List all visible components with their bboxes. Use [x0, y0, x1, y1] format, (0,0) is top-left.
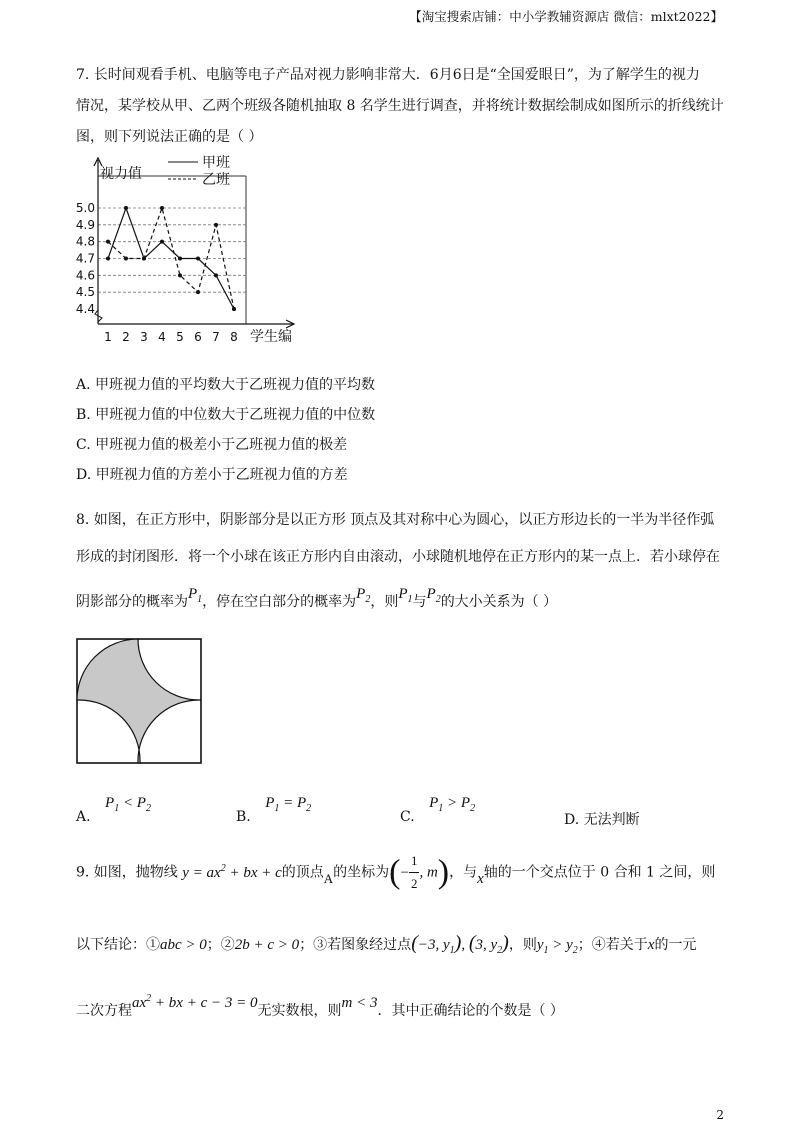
data-point	[106, 240, 110, 244]
page-header: 【淘宝搜索店铺：中小学教辅资源店 微信：mlxt2022】	[409, 9, 723, 24]
x-tick-label: 8	[230, 330, 238, 344]
data-point	[160, 206, 164, 210]
q9-text: ；④若关于	[577, 937, 648, 953]
q8-line-1: 8. 如图，在正方形中，阴影部分是以正方形 顶点及其对称中心为圆心，以正方形边长的一半为半径作弧	[76, 512, 715, 528]
math-equation: $ax^2$ + bx + c − 3 = 0	[132, 993, 258, 1011]
q8-option-a	[76, 795, 151, 825]
y-tick-label: 5.0	[76, 201, 95, 215]
math-p1-lt-p2: $P_1 < P_2$	[105, 795, 151, 814]
q9-text: 无实数根，则	[257, 1003, 342, 1019]
data-point	[124, 206, 128, 210]
data-point	[106, 257, 110, 261]
y-axis-label: 视力值	[100, 166, 142, 182]
math-p2: $P_2$	[356, 586, 371, 605]
x-tick-label: 7	[212, 330, 220, 344]
math-p1-gt-p2: $P_1 > P_2$	[429, 795, 476, 814]
math-parabola: $y = ax^2$ + bx + c	[182, 862, 282, 881]
q7-option-c: C. 甲班视力值的极差小于乙班视力值的极差	[76, 437, 348, 453]
q9-text: 轴的一个交点位于 0 合和 1 之间，则	[483, 864, 716, 881]
data-point	[178, 273, 182, 277]
data-point	[232, 307, 236, 311]
math-vertex: (− $\frac{1}{2}$ , m)	[389, 850, 449, 895]
q8-option-d: D. 无法判断	[564, 812, 640, 828]
y-tick-label: 4.5	[76, 285, 95, 300]
q8-text: 阴影部分的概率为	[76, 594, 188, 610]
question-7-stem	[76, 60, 736, 153]
q9-text: 的坐标为	[333, 864, 390, 881]
q8-option-c	[400, 795, 476, 825]
q9-text: ；③若图象经过点	[299, 937, 412, 953]
x-axis-label: 学生编	[250, 329, 292, 345]
page-number: 2	[716, 1108, 724, 1122]
question-8-stem	[76, 502, 736, 626]
q8-option-b	[236, 795, 312, 825]
legend-label: 乙班	[202, 172, 230, 188]
math-point-a: A	[323, 870, 334, 886]
x-tick-label: 6	[194, 330, 202, 344]
data-point	[124, 257, 128, 261]
math-x: x	[477, 870, 484, 887]
x-tick-label: 2	[122, 330, 130, 344]
q9-text: ，则	[508, 937, 537, 953]
math-abc-gt-0: abc > 0	[160, 937, 207, 953]
q9-text: 9. 如图，抛物线	[76, 864, 178, 881]
q8-options	[76, 795, 736, 828]
q7-option-d: D. 甲班视力值的方差小于乙班视力值的方差	[76, 467, 348, 483]
q9-text: ，与	[449, 864, 478, 881]
q8-text: 的大小关系为（ ）	[440, 594, 558, 610]
x-tick-label: 3	[140, 330, 148, 344]
math-p2: $P_2$	[426, 586, 441, 605]
y-tick-label: 4.4	[76, 302, 95, 316]
q7-option-b: B. 甲班视力值的中位数大于乙班视力值的中位数	[76, 407, 376, 423]
square-shaded-figure	[76, 638, 202, 764]
math-p1: $P_1$	[188, 586, 203, 605]
q9-text: ；②	[206, 937, 235, 953]
math-p1: $P_1$	[398, 586, 413, 605]
option-letter: C.	[400, 809, 415, 825]
data-point	[196, 290, 200, 294]
math-2b-plus-c: 2b + c > 0	[234, 937, 300, 953]
q9-text: 的顶点	[281, 864, 324, 881]
data-point	[214, 273, 218, 277]
data-point	[196, 257, 200, 261]
vision-line-chart	[76, 152, 316, 362]
y-tick-label: 4.9	[76, 217, 95, 232]
data-point	[160, 240, 164, 244]
data-point	[178, 257, 182, 261]
x-tick-label: 1	[104, 330, 112, 344]
q7-option-a: A. 甲班视力值的平均数大于乙班视力值的平均数	[76, 377, 376, 393]
question-9-line-3	[76, 994, 736, 1024]
q7-line-3: 图，则下列说法正确的是（ ）	[76, 129, 263, 145]
y-tick-label: 4.6	[76, 268, 95, 283]
q9-text: 二次方程	[76, 1003, 132, 1019]
x-tick-label: 4	[158, 330, 166, 344]
q8-line-3	[76, 584, 736, 626]
q8-text: ，停在空白部分的概率为	[202, 594, 357, 610]
math-m-lt-3: m < 3	[341, 995, 378, 1011]
q7-line-1: 7. 长时间观看手机、电脑等电子产品对视力影响非常大．6月6日是“全国爱眼日”，为了解学生的视力	[76, 67, 700, 83]
data-point	[142, 257, 146, 261]
q8-text: 与	[412, 594, 427, 610]
question-9-line-2	[76, 930, 736, 964]
data-point	[214, 223, 218, 227]
q7-line-2: 情况，某学校从甲、乙两个班级各随机抽取 8 名学生进行调查，并将统计数据绘制成如图所示的折线统计	[76, 98, 724, 114]
y-tick-label: 4.8	[76, 234, 95, 249]
math-p1-eq-p2: $P_1 = P_2$	[265, 795, 312, 814]
q9-text: ．其中正确结论的个数是（ ）	[377, 1003, 564, 1019]
q9-text: 的一元	[654, 937, 697, 953]
q8-text: ，则	[370, 594, 399, 610]
math-x: x	[647, 937, 655, 953]
math-y1-gt-y2: $y_1 > y_2$	[536, 937, 578, 956]
y-tick-label: 4.7	[76, 251, 95, 266]
q9-text: 以下结论：①	[76, 937, 160, 953]
option-letter: B.	[236, 809, 251, 825]
q8-line-2: 形成的封闭图形．将一个小球在该正方形内自由滚动，小球随机地停在正方形内的某一点上．若小球停在	[76, 549, 720, 565]
math-points: (−3, $y_1$), (3, $y_2$)	[411, 932, 509, 956]
option-letter: A.	[76, 809, 91, 825]
legend-label: 甲班	[202, 155, 230, 171]
x-tick-label: 5	[176, 330, 184, 344]
question-9-line-1	[76, 850, 736, 895]
